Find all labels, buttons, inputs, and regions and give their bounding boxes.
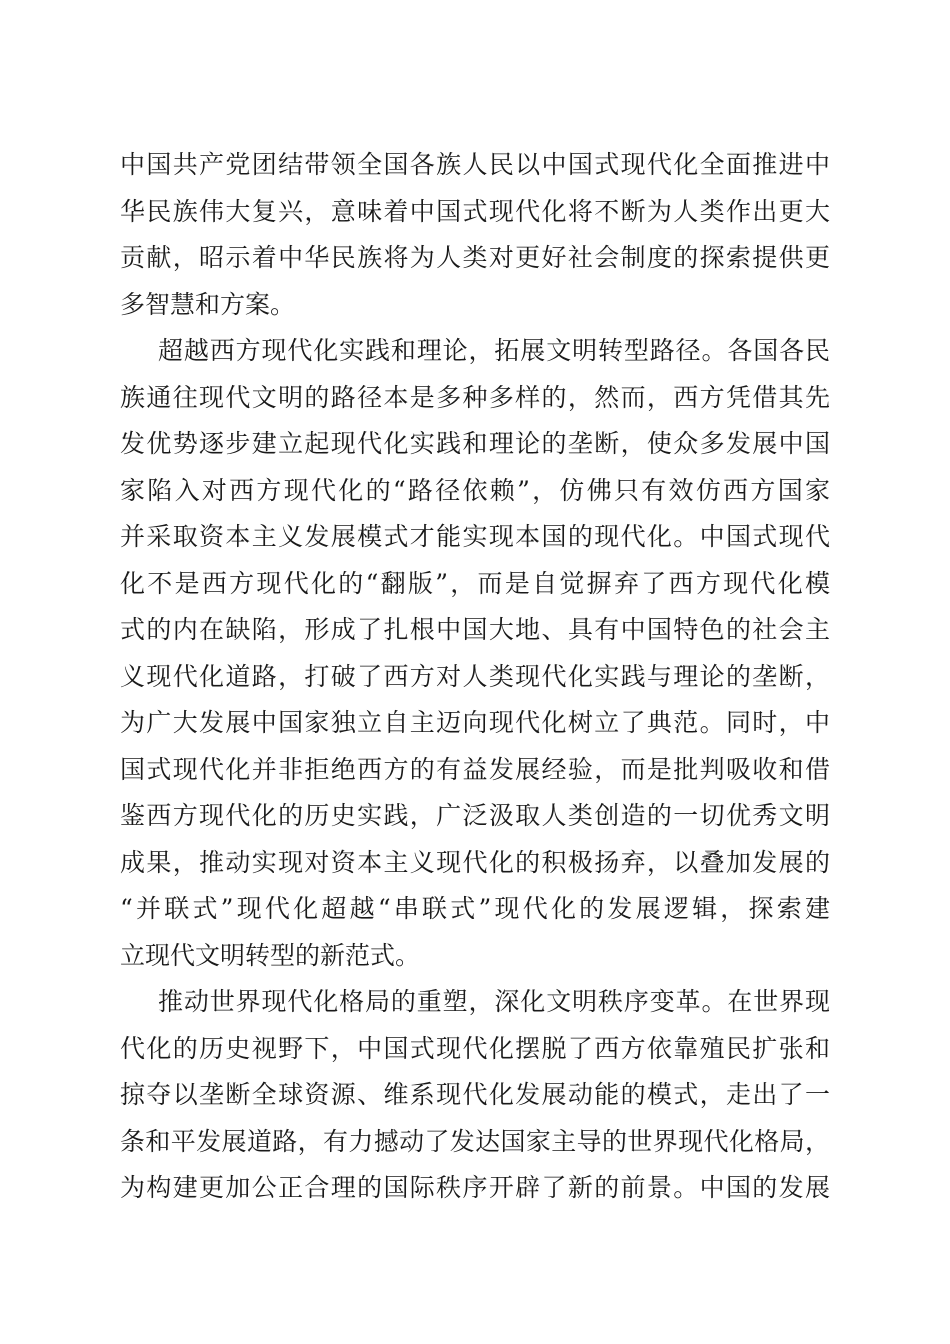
text-line: 家陷入对西方现代化的“路径依赖”，仿佛只有效仿西方国家 (120, 475, 830, 505)
text-line: “并联式”现代化超越“串联式”现代化的发展逻辑，探索建 (120, 894, 830, 923)
text-line: 为广大发展中国家独立自主迈向现代化树立了典范。同时，中 (120, 708, 830, 737)
text-line: 条和平发展道路，有力撼动了发达国家主导的世界现代化格局， (120, 1126, 830, 1156)
text-line: 华民族伟大复兴，意味着中国式现代化将不断为人类作出更大 (120, 196, 830, 226)
text-line: 族通往现代文明的路径本是多种多样的，然而，西方凭借其先 (120, 382, 830, 412)
text-line: 推动世界现代化格局的重塑，深化文明秩序变革。在世界现 (158, 987, 830, 1016)
text-line: 式的内在缺陷，形成了扎根中国大地、具有中国特色的社会主 (120, 615, 830, 644)
text-line: 国式现代化并非拒绝西方的有益发展经验，而是批判吸收和借 (120, 754, 830, 784)
text-line: 义现代化道路，打破了西方对人类现代化实践与理论的垄断， (120, 661, 830, 691)
body-text (120, 142, 830, 1212)
text-line: 发优势逐步建立起现代化实践和理论的垄断，使众多发展中国 (120, 429, 830, 458)
text-line: 代化的历史视野下，中国式现代化摆脱了西方依靠殖民扩张和 (120, 1033, 830, 1063)
text-line: 化不是西方现代化的“翻版”，而是自觉摒弃了西方现代化模 (120, 568, 830, 598)
text-line: 为构建更加公正合理的国际秩序开辟了新的前景。中国的发展 (120, 1173, 830, 1202)
paragraph-2 (120, 328, 830, 979)
text-line: 并采取资本主义发展模式才能实现本国的现代化。中国式现代 (120, 522, 830, 551)
text-line: 鉴西方现代化的历史实践，广泛汲取人类创造的一切优秀文明 (120, 801, 830, 830)
text-line: 超越西方现代化实践和理论，拓展文明转型路径。各国各民 (158, 336, 830, 365)
text-line: 立现代文明转型的新范式。 (120, 940, 421, 970)
paragraph-3 (120, 979, 830, 1212)
paragraph-1 (120, 142, 830, 328)
text-line: 中国共产党团结带领全国各族人民以中国式现代化全面推进中 (120, 150, 830, 179)
text-line: 成果，推动实现对资本主义现代化的积极扬弃，以叠加发展的 (120, 847, 830, 877)
text-line: 贡献，昭示着中华民族将为人类对更好社会制度的探索提供更 (120, 243, 830, 272)
text-line: 多智慧和方案。 (120, 289, 296, 319)
text-line: 掠夺以垄断全球资源、维系现代化发展动能的模式，走出了一 (120, 1080, 830, 1109)
